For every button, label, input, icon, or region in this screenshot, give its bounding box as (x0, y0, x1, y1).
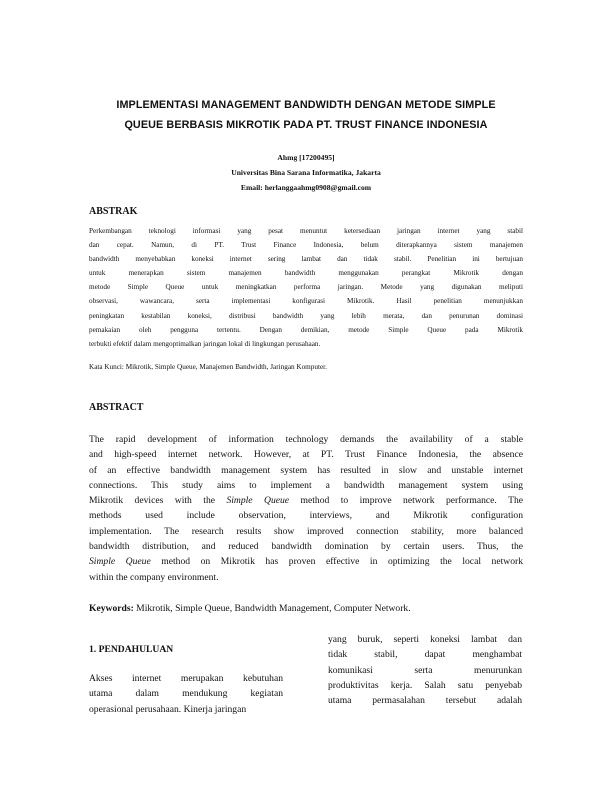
keywords (89, 603, 411, 614)
abstrak-line: pemakaian oleh pengguna tertentu. Dengan demikian, metode Simple Queue pada Mikrotik (89, 325, 523, 334)
abstract-line: of an effective bandwidth management system has resulted in slow and unstable internet (89, 464, 523, 476)
body-line: utama permasalahan tersebut adalah (328, 695, 522, 707)
abstract-line-5-tail: method to improve network performance. The (289, 495, 524, 507)
abstrak-line: dan cepat. Namun, di PT. Trust Finance Indonesia, belum diterapkannya sistem manajemen (89, 241, 523, 250)
author-name: Ahmg [17200495] (277, 153, 335, 162)
abstract-line: implementation. The research results show improved connection stability, more balanced (89, 525, 523, 537)
abstrak-line: bandwidth menyebabkan koneksi internet sering lambat dan tidak stabil. Penelitian ini bertujuan (89, 255, 523, 264)
abstrak-line: terbukti efektif dalam mengoptimalkan jaringan lokal di lingkungan perusahaan. (89, 339, 321, 348)
abstrak-body (89, 224, 523, 351)
body-line: produktivitas kerja. Salah satu penyebab (328, 679, 522, 691)
kata-kunci: Kata Kunci: Mikrotik, Simple Queue, Manajemen Bandwidth, Jaringan Komputer. (89, 363, 327, 371)
paper-title-line-2: QUEUE BERBASIS MIKROTIK PADA PT. TRUST FINANCE INDONESIA (124, 119, 488, 131)
abstract-line-5-italic: Simple Queue (226, 495, 290, 507)
abstrak-line: peningkatan kestabilan koneksi, distribusi bandwidth yang lebih merata, dan penurunan dominasi (89, 311, 523, 320)
body-line: utama dalam mendukung kegiatan (89, 688, 283, 700)
abstract-heading: ABSTRACT (89, 402, 144, 413)
abstract-line: methods used include observation, interviews, and Mikrotik configuration (89, 510, 523, 522)
abstract-line: The rapid development of information technology demands the availability of a stable (89, 434, 523, 445)
abstrak-line: observasi, wawancara, serta implementasi konfigurasi Mikrotik. Hasil penelitian menunjukkan (89, 297, 523, 306)
paper-title (80, 95, 532, 135)
abstract-line (89, 554, 523, 569)
author-email: Email: herlanggaahmg0908@gmail.com (240, 183, 372, 192)
abstract-line: bandwidth distribution, and reduced bandwidth domination by certain users. Thus, the (89, 541, 523, 553)
abstrak-line: metode Simple Queue untuk meningkatkan performa jaringan. Metode yang digunakan meliputi (89, 283, 523, 292)
abstract-line: and high-speed internet network. However, at PT. Trust Finance Indonesia, the absence (89, 449, 523, 461)
section-heading-pendahuluan: 1. PENDAHULUAN (89, 644, 174, 655)
paper-title-line-1: IMPLEMENTASI MANAGEMENT BANDWIDTH DENGAN METODE SIMPLE (116, 99, 496, 111)
abstract-line-9-italic: Simple Queue (89, 556, 151, 568)
keywords-label: Keywords: (89, 603, 134, 614)
right-column-text (328, 632, 522, 708)
abstract-line-5-head: Mikrotik devices with the (89, 495, 227, 507)
abstrak-heading: ABSTRAK (89, 206, 138, 217)
body-line: komunikasi serta menurunkan (328, 664, 522, 676)
keywords-text: Mikrotik, Simple Queue, Bandwidth Management, Computer Network. (133, 603, 411, 614)
abstrak-line: untuk menerapkan sistem manajemen bandwidth menggunakan perangkat Mikrotik dengan (89, 269, 523, 278)
abstract-body (89, 432, 523, 585)
abstract-line-9-tail: method on Mikrotik has proven effective in optimizing the local network (150, 556, 523, 568)
author-affiliation: Universitas Bina Sarana Informatika, Jakarta (231, 168, 381, 177)
body-line: tidak stabil, dapat menghambat (328, 649, 522, 661)
abstract-line: within the company environment. (89, 571, 219, 583)
author-block (150, 150, 462, 195)
body-line: Akses internet merupakan kebutuhan (89, 673, 283, 684)
abstract-line: connections. This study aims to implement a bandwidth management system using (89, 479, 523, 491)
body-line: operasional perusahaan. Kinerja jaringan (89, 703, 247, 715)
left-column-text (89, 671, 283, 717)
abstrak-line: Perkembangan teknologi informasi yang pesat menuntut ketersediaan jaringan internet yang stabil (89, 227, 523, 235)
body-line: yang buruk, seperti koneksi lambat dan (328, 634, 522, 645)
abstract-line (89, 493, 523, 508)
